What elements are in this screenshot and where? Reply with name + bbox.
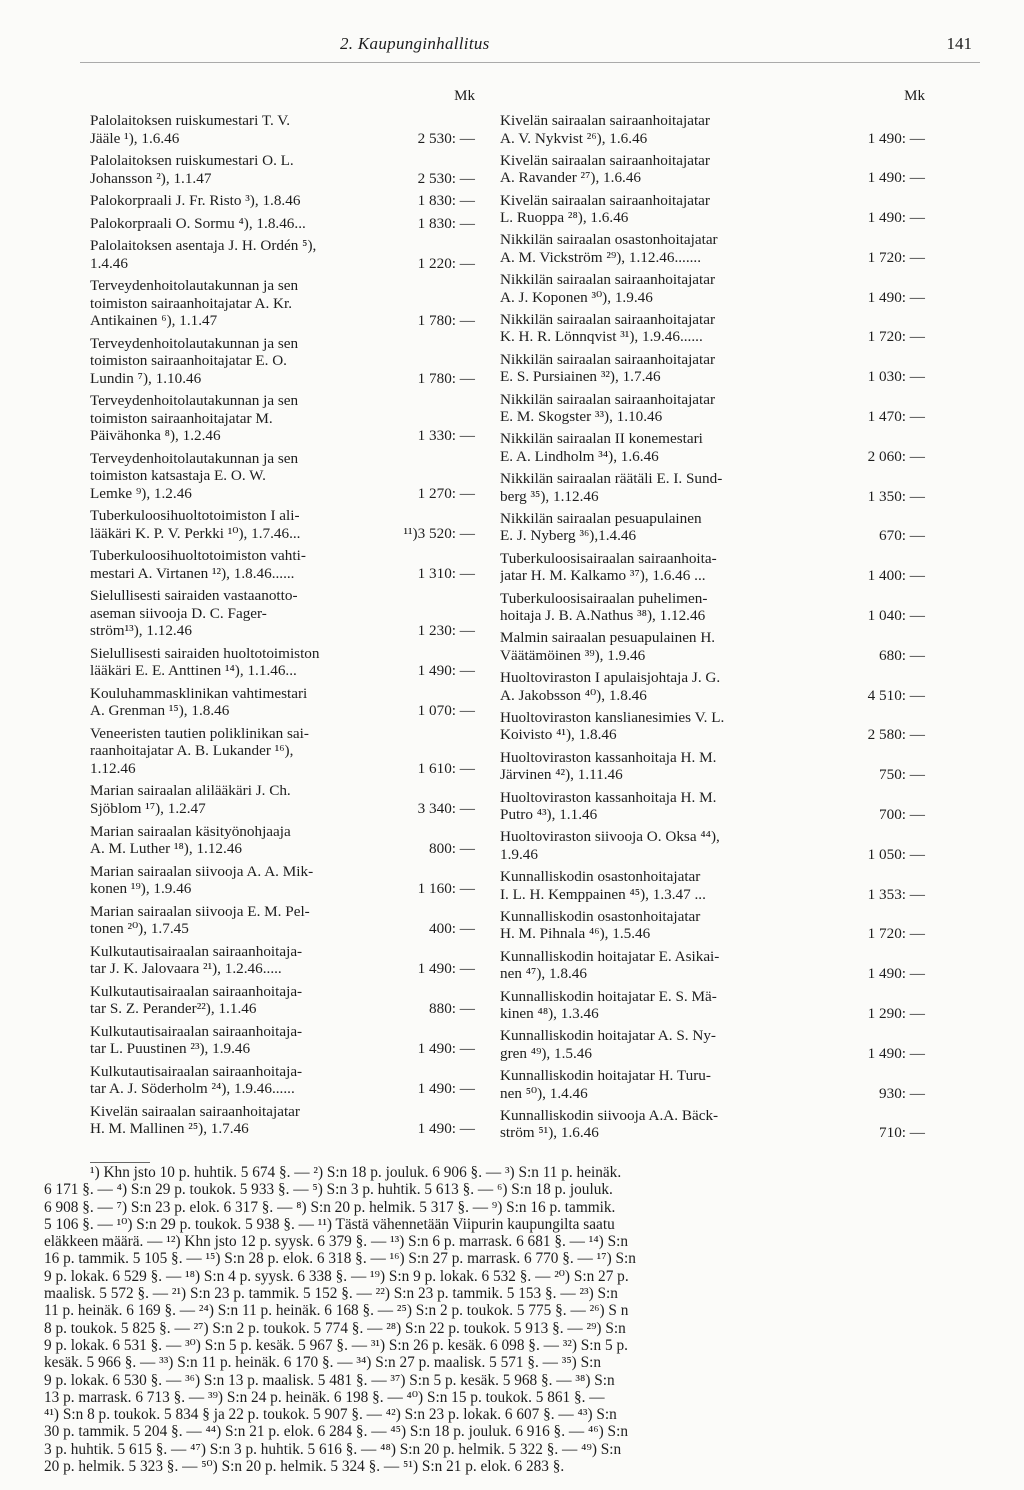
salary-entry <box>500 192 925 227</box>
entry-continuation-line: Järvinen ⁴²), 1.11.46 <box>500 766 623 784</box>
entry-continuation-line: 1.4.46 <box>90 254 128 272</box>
salary-entry <box>90 237 475 272</box>
salary-entry <box>500 948 925 983</box>
entry-amount: 700: — <box>879 806 925 824</box>
entry-continuation-line: jatar H. M. Kalkamo ³⁷), 1.6.46 ... <box>500 567 706 585</box>
footnotes <box>44 1164 916 1475</box>
salary-entry <box>90 450 475 503</box>
entry-amount: 1 330: — <box>417 427 475 445</box>
salary-entry <box>90 215 475 233</box>
entry-continuation-line: Sjöblom ¹⁷), 1.2.47 <box>90 799 206 817</box>
entry-title-line: Huoltoviraston kanslianesimies V. L. <box>500 708 725 726</box>
entry-continuation-line: Päivähonka ⁸), 1.2.46 <box>90 427 221 445</box>
entry-amount: 1 490: — <box>417 1120 475 1138</box>
entry-amount: 4 510: — <box>867 686 925 704</box>
salary-entry <box>500 629 925 664</box>
footnote-line: 9 p. lokak. 6 530 §. — ³⁶) S:n 13 p. maalisk. 5 481 §. — ³⁷) S:n 5 p. kesäk. 5 968 §. — ³⁸) S:n <box>44 1371 615 1389</box>
entry-continuation-line: L. Ruoppa ²⁸), 1.6.46 <box>500 209 629 227</box>
entry-amount: 1 490: — <box>417 960 475 978</box>
entry-title-line: Kivelän sairaalan sairaanhoitajatar <box>500 191 710 209</box>
entry-amount: 880: — <box>429 1000 475 1018</box>
entry-amount: 1 610: — <box>417 759 475 777</box>
entry-continuation-line: Antikainen ⁶), 1.1.47 <box>90 312 218 330</box>
entry-amount: 1 270: — <box>417 484 475 502</box>
header-rule <box>80 62 980 63</box>
salary-entry <box>90 1063 475 1098</box>
entry-title-line: Nikkilän sairaalan osastonhoitajatar <box>500 231 718 249</box>
salary-entry <box>500 351 925 386</box>
entry-continuation-line: I. L. H. Kemppainen ⁴⁵), 1.3.47 ... <box>500 885 706 903</box>
footnote-line: 3 p. huhtik. 5 615 §. — ⁴⁷) S:n 3 p. huhtik. 5 616 §. — ⁴⁸) S:n 20 p. helmik. 5 322 §. — ⁴⁹) S:n <box>44 1440 622 1458</box>
entry-continuation-line: toimiston katsastaja E. O. W. <box>90 467 266 485</box>
entry-continuation-line: Johansson ²), 1.1.47 <box>90 169 212 187</box>
entry-continuation-line: Lundin ⁷), 1.10.46 <box>90 369 202 387</box>
entry-amount: 1 353: — <box>867 885 925 903</box>
entry-continuation-line: mestari A. Virtanen ¹²), 1.8.46...... <box>90 564 295 582</box>
entry-amount: 670: — <box>879 527 925 545</box>
entry-amount: 1 050: — <box>867 845 925 863</box>
entry-title-line: Kunnalliskodin hoitajatar E. Asikai- <box>500 947 720 965</box>
salary-entry <box>90 823 475 858</box>
entry-amount: 2 530: — <box>417 129 475 147</box>
entry-amount: 1 230: — <box>417 622 475 640</box>
salary-entry <box>90 1023 475 1058</box>
entry-continuation-line: A. Jakobsson ⁴⁰), 1.8.46 <box>500 686 647 704</box>
entry-continuation-line: A. M. Luther ¹⁸), 1.12.46 <box>90 840 243 857</box>
footnote-line: 9 p. lokak. 6 529 §. — ¹⁸) S:n 4 p. syysk. 6 338 §. — ¹⁹) S:n 9 p. lokak. 6 532 §. — ²⁰) S:n 27 p. <box>44 1267 629 1285</box>
footnote-line: 30 p. tammik. 5 204 §. — ⁴⁴) S:n 21 p. elok. 6 284 §. — ⁴⁵) S:n 18 p. jouluk. 6 916 §. — ⁴⁶) S:n <box>44 1423 628 1441</box>
entry-continuation-line: A. J. Koponen ³⁰), 1.9.46 <box>500 288 653 306</box>
salary-entry <box>500 550 925 585</box>
entry-amount: 1 490: — <box>867 1044 925 1062</box>
entry-amount: 1 490: — <box>867 288 925 306</box>
salary-entry <box>500 828 925 863</box>
footnote-line: 6 908 §. — ⁷) S:n 23 p. elok. 6 317 §. — ⁸) S:n 20 p. helmik. 5 317 §. — ⁹) S:n 16 p. tammik. <box>44 1198 616 1216</box>
salary-entry <box>500 1107 925 1142</box>
salary-entry <box>500 1067 925 1102</box>
entry-amount: 1 040: — <box>867 607 925 625</box>
entry-continuation-line: E. M. Skogster ³³), 1.10.46 <box>500 408 663 426</box>
footnote-rule <box>90 1162 150 1163</box>
footnote-line: 20 p. helmik. 5 323 §. — ⁵⁰) S:n 20 p. helmik. 5 324 §. — ⁵¹) S:n 21 p. elok. 6 283 §. <box>44 1458 565 1476</box>
entry-title-line: Huoltoviraston kassanhoitaja H. M. <box>500 788 717 806</box>
entry-continuation-line: tonen ²⁰), 1.7.45 <box>90 920 189 938</box>
entry-continuation-line: konen ¹⁹), 1.9.46 <box>90 880 192 898</box>
salary-entry <box>90 943 475 978</box>
entry-continuation-line: K. H. R. Lönnqvist ³¹), 1.9.46...... <box>500 328 703 346</box>
salary-entry <box>500 470 925 505</box>
entry-title-line: Sielullisesti sairaiden vastaanotto- <box>90 587 298 605</box>
entry-amount: 1 160: — <box>417 880 475 898</box>
entry-amount: 400: — <box>429 920 475 938</box>
entry-title-line: Nikkilän sairaalan sairaanhoitajatar <box>500 310 716 328</box>
entry-continuation-line: tar A. J. Söderholm ²⁴), 1.9.46...... <box>90 1080 295 1098</box>
entry-continuation-line: toimiston sairaanhoitajatar A. Kr. <box>90 294 293 312</box>
salary-entry <box>500 311 925 346</box>
entry-title-line: Nikkilän sairaalan pesuapulainen <box>500 509 702 527</box>
entry-title-line: Marian sairaalan alilääkäri J. Ch. <box>90 782 291 800</box>
entry-title-line: Tuberkuloosihuoltotoimiston vahti- <box>90 547 306 565</box>
entry-amount: 750: — <box>879 766 925 784</box>
salary-entry <box>500 590 925 625</box>
entry-title-line: Huoltoviraston kassanhoitaja H. M. <box>500 748 717 766</box>
entry-title-line: Kunnalliskodin osastonhoitajatar <box>500 868 701 886</box>
entry-amount: 1 220: — <box>417 254 475 272</box>
salary-entry <box>90 547 475 582</box>
entry-amount: 2 530: — <box>417 169 475 187</box>
entry-title-line: Sielullisesti sairaiden huoltotoimiston <box>90 644 320 662</box>
entry-amount: 1 780: — <box>417 312 475 330</box>
entry-continuation-line: ström¹³), 1.12.46 <box>90 622 192 640</box>
salary-entry <box>90 903 475 938</box>
right-entries <box>500 112 925 1142</box>
entry-amount: 1 030: — <box>867 368 925 386</box>
entry-title-line: Terveydenhoitolautakunnan ja sen <box>90 334 299 352</box>
entry-amount: 1 070: — <box>417 702 475 720</box>
entry-amount: 1 830: — <box>417 192 475 210</box>
entry-title-line: Kunnalliskodin osastonhoitajatar <box>500 907 701 925</box>
entry-title-line: Kulkutautisairaalan sairaanhoitaja- <box>90 982 303 1000</box>
entry-title-line: Malmin sairaalan pesuapulainen H. <box>500 629 716 647</box>
entry-amount: 1 490: — <box>867 965 925 983</box>
salary-entry <box>500 988 925 1023</box>
salary-entry <box>500 430 925 465</box>
entry-amount: 1 720: — <box>867 328 925 346</box>
entry-title-line: Terveydenhoitolautakunnan ja sen <box>90 277 299 295</box>
entry-continuation-line: lääkäri K. P. V. Perkki ¹⁰), 1.7.46... <box>90 524 301 542</box>
footnote-line: maalisk. 5 572 §. — ²¹) S:n 23 p. tammik. 5 152 §. — ²²) S:n 23 p. tammik. 5 153 §. — ²³) S:n <box>44 1285 618 1303</box>
entry-amount: 710: — <box>879 1124 925 1142</box>
salary-entry <box>90 782 475 817</box>
entry-title-line: Terveydenhoitolautakunnan ja sen <box>90 392 299 410</box>
footnote-line: 9 p. lokak. 6 531 §. — ³⁰) S:n 5 p. kesäk. 5 967 §. — ³¹) S:n 26 p. kesäk. 6 098 §. — ³²) S:n 5 p. <box>44 1336 628 1354</box>
footnote-line: 5 106 §. — ¹⁰) S:n 29 p. toukok. 5 938 §. — ¹¹) Tästä vähennetään Viipurin kaupungilta saatu <box>44 1215 615 1233</box>
entry-continuation-line: nen ⁵⁰), 1.4.46 <box>500 1084 588 1102</box>
entry-amount: 1 490: — <box>867 129 925 147</box>
entry-continuation-line: Jääle ¹), 1.6.46 <box>90 129 180 147</box>
footnote-line: 16 p. tammik. 5 105 §. — ¹⁵) S:n 28 p. elok. 6 318 §. — ¹⁶) S:n 27 p. marrask. 6 770 §. — ¹⁷) S:n <box>44 1250 636 1268</box>
left-entries <box>90 112 475 1138</box>
entry-amount: 930: — <box>879 1084 925 1102</box>
entry-title-line: Marian sairaalan siivooja A. A. Mik- <box>90 862 314 880</box>
entry-continuation-line: nen ⁴⁷), 1.8.46 <box>500 965 587 983</box>
entry-continuation-line: aseman siivooja D. C. Fager- <box>90 604 267 622</box>
salary-entry <box>500 231 925 266</box>
entry-continuation-line: H. M. Mallinen ²⁵), 1.7.46 <box>90 1120 249 1138</box>
salary-entry <box>90 1103 475 1138</box>
entry-continuation-line: Koivisto ⁴¹), 1.8.46 <box>500 726 617 744</box>
entry-title-line: Veneeristen tautien poliklinikan sai- <box>90 724 309 742</box>
entry-amount: 2 060: — <box>867 447 925 465</box>
entry-amount: 1 720: — <box>867 925 925 943</box>
entry-continuation-line: ström ⁵¹), 1.6.46 <box>500 1124 599 1142</box>
salary-entry <box>500 1027 925 1062</box>
entry-title-line: Nikkilän sairaalan II konemestari <box>500 430 703 448</box>
entry-continuation-line: E. S. Pursiainen ³²), 1.7.46 <box>500 368 661 386</box>
salary-entry <box>500 749 925 784</box>
entry-amount: 1 350: — <box>867 487 925 505</box>
entry-amount: 1 490: — <box>867 169 925 187</box>
salary-entry <box>90 277 475 330</box>
entry-title-line: Huoltoviraston I apulaisjohtaja J. G. <box>500 669 721 687</box>
footnote-line: kesäk. 5 966 §. — ³³) S:n 11 p. heinäk. 6 170 §. — ³⁴) S:n 27 p. maalisk. 5 571 §. — ³⁵) S:n <box>44 1354 602 1372</box>
entry-amount: 1 780: — <box>417 369 475 387</box>
entry-continuation-line: H. M. Pihnala ⁴⁶), 1.5.46 <box>500 925 651 943</box>
entry-title-line: Palolaitoksen asentaja J. H. Ordén ⁵), <box>90 237 317 255</box>
footnote-line: ¹) Khn jsto 10 p. huhtik. 5 674 §. — ²) S:n 18 p. jouluk. 6 906 §. — ³) S:n 11 p. heinäk. <box>90 1164 622 1181</box>
entry-continuation-line: A. Ravander ²⁷), 1.6.46 <box>500 169 642 187</box>
entry-amount: 2 580: — <box>867 726 925 744</box>
entry-continuation-line: tar J. K. Jalovaara ²¹), 1.2.46..... <box>90 960 282 978</box>
entry-title-line: Nikkilän sairaalan sairaanhoitajatar <box>500 350 716 368</box>
entry-amount: 1 490: — <box>867 209 925 227</box>
salary-entry <box>90 192 475 210</box>
entry-title-line: Kulkutautisairaalan sairaanhoitaja- <box>90 1062 303 1080</box>
entry-continuation-line: tar L. Puustinen ²³), 1.9.46 <box>90 1040 251 1058</box>
salary-entry <box>500 789 925 824</box>
currency-label-left: Mk <box>454 88 475 104</box>
entry-continuation-line: Väätämöinen ³⁹), 1.9.46 <box>500 646 646 664</box>
salary-entry <box>500 868 925 903</box>
entry-continuation-line: toimiston sairaanhoitajatar E. O. <box>90 352 287 370</box>
entry-title-line: Kulkutautisairaalan sairaanhoitaja- <box>90 942 303 960</box>
entry-amount: 1 290: — <box>867 1005 925 1023</box>
entry-title-line: Marian sairaalan siivooja E. M. Pel- <box>90 902 310 920</box>
entry-continuation-line: 1.9.46 <box>500 845 538 863</box>
salary-entry <box>500 112 925 147</box>
entry-continuation-line: berg ³⁵), 1.12.46 <box>500 487 599 505</box>
entry-amount: 3 340: — <box>417 799 475 817</box>
entry-continuation-line: 1.12.46 <box>90 759 136 777</box>
entry-title-line: Kunnalliskodin hoitajatar H. Turu- <box>500 1067 711 1085</box>
entry-continuation-line: tar S. Z. Perander²²), 1.1.46 <box>90 1000 257 1018</box>
entry-continuation-line: E. J. Nyberg ³⁶),1.4.46 <box>500 527 637 545</box>
salary-entry <box>90 863 475 898</box>
entry-title-line: Tuberkuloosisairaalan sairaanhoita- <box>500 549 717 567</box>
entry-continuation-line: gren ⁴⁹), 1.5.46 <box>500 1044 592 1062</box>
entry-amount: 1 720: — <box>867 248 925 266</box>
entry-amount: 1 490: — <box>417 1040 475 1058</box>
entry-title-line: Kunnalliskodin siivooja A.A. Bäck- <box>500 1106 719 1124</box>
entry-continuation-line: Lemke ⁹), 1.2.46 <box>90 484 192 502</box>
entry-amount: 1 490: — <box>417 662 475 680</box>
entry-title-line: Huoltoviraston siivooja O. Oksa ⁴⁴), <box>500 828 720 846</box>
salary-entry <box>500 510 925 545</box>
entry-title-line: Nikkilän sairaalan räätäli E. I. Sund- <box>500 470 723 488</box>
entry-continuation-line: hoitaja J. B. A.Nathus ³⁸), 1.12.46 <box>500 607 706 625</box>
salary-entry <box>90 335 475 388</box>
salary-entry <box>90 507 475 542</box>
page-number: 141 <box>946 34 972 53</box>
footnote-line: 6 171 §. — ⁴) S:n 29 p. toukok. 5 933 §. — ⁵) S:n 3 p. huhtik. 5 613 §. — ⁶) S:n 18 p. jouluk. <box>44 1181 613 1199</box>
salary-entry <box>500 152 925 187</box>
entry-title-line: Kulkutautisairaalan sairaanhoitaja- <box>90 1022 303 1040</box>
entry-amount: 1 490: — <box>417 1080 475 1098</box>
entry-title-line: Kunnalliskodin hoitajatar A. S. Ny- <box>500 1027 716 1045</box>
salary-entry <box>500 391 925 426</box>
entry-continuation-line: kinen ⁴⁸), 1.3.46 <box>500 1005 599 1023</box>
salary-entry <box>500 271 925 306</box>
entry-amount: 1 400: — <box>867 567 925 585</box>
entry-amount: 1 830: — <box>417 214 475 232</box>
salary-entry <box>500 669 925 704</box>
entry-amount: 1 310: — <box>417 564 475 582</box>
footnote-line: 13 p. marrask. 6 713 §. — ³⁹) S:n 24 p. heinäk. 6 198 §. — ⁴⁰) S:n 15 p. toukok. 5 861 §. — <box>44 1388 605 1406</box>
entry-continuation-line: Putro ⁴³), 1.1.46 <box>500 806 598 824</box>
footnote-line: 11 p. heinäk. 6 169 §. — ²⁴) S:n 11 p. heinäk. 6 168 §. — ²⁵) S:n 2 p. toukok. 5 775 §. — ²⁶) S n <box>44 1302 629 1320</box>
salary-entry <box>90 685 475 720</box>
entry-title-line: Palolaitoksen ruiskumestari T. V. <box>90 112 291 129</box>
entry-amount: 680: — <box>879 646 925 664</box>
entry-title-line: Marian sairaalan käsityönohjaaja <box>90 822 291 840</box>
entry-continuation-line: toimiston sairaanhoitajatar M. <box>90 409 273 427</box>
entry-continuation-line: A. V. Nykvist ²⁶), 1.6.46 <box>500 129 648 147</box>
footnote-line: ⁴¹) S:n 8 p. toukok. 5 834 § ja 22 p. toukok. 5 907 §. — ⁴²) S:n 23 p. lokak. 6 607 §. — ⁴³) S:n <box>44 1406 617 1424</box>
currency-label-right: Mk <box>904 88 925 104</box>
entry-title-line: Tuberkuloosihuoltotoimiston I ali- <box>90 507 300 525</box>
entry-title-line: Tuberkuloosisairaalan puhelimen- <box>500 589 708 607</box>
entry-amount: 800: — <box>429 840 475 857</box>
salary-entry <box>90 152 475 187</box>
entry-title-line: Kivelän sairaalan sairaanhoitajatar <box>500 151 710 169</box>
salary-entry <box>90 112 475 147</box>
entry-title-line: Kivelän sairaalan sairaanhoitajatar <box>500 112 710 129</box>
entry-title-line: Kouluhammasklinikan vahtimestari <box>90 684 308 702</box>
entry-title-line: Nikkilän sairaalan sairaanhoitajatar <box>500 390 716 408</box>
entry-title-line: Palokorpraali J. Fr. Risto ³), 1.8.46 <box>90 192 301 210</box>
footnote-line: eläkkeen määrä. — ¹²) Khn jsto 12 p. syysk. 6 379 §. — ¹³) S:n 6 p. marrask. 6 681 §. — ¹⁴) S:n <box>44 1233 628 1251</box>
salary-entry <box>500 908 925 943</box>
salary-entry <box>90 725 475 778</box>
entry-continuation-line: E. A. Lindholm ³⁴), 1.6.46 <box>500 447 659 465</box>
entry-continuation-line: A. M. Vickström ²⁹), 1.12.46....... <box>500 248 702 266</box>
entry-amount: ¹¹)3 520: — <box>403 524 475 542</box>
entry-amount: 1 470: — <box>867 408 925 426</box>
entry-title-line: Kunnalliskodin hoitajatar E. S. Mä- <box>500 987 717 1005</box>
running-title: 2. Kaupunginhallitus <box>340 34 490 53</box>
entry-continuation-line: raanhoitajatar A. B. Lukander ¹⁶), <box>90 742 294 760</box>
entry-title-line: Terveydenhoitolautakunnan ja sen <box>90 449 299 467</box>
entry-continuation-line: A. Grenman ¹⁵), 1.8.46 <box>90 702 230 720</box>
page-header <box>0 34 1024 64</box>
entry-title-line: Kivelän sairaalan sairaanhoitajatar <box>90 1102 300 1120</box>
salary-entry <box>90 983 475 1018</box>
entry-title-line: Palokorpraali O. Sormu ⁴), 1.8.46... <box>90 214 306 232</box>
entry-title-line: Nikkilän sairaalan sairaanhoitajatar <box>500 271 716 289</box>
salary-entry <box>90 645 475 680</box>
entry-continuation-line: lääkäri E. E. Anttinen ¹⁴), 1.1.46... <box>90 662 297 680</box>
salary-entry <box>90 587 475 640</box>
salary-entry <box>90 392 475 445</box>
entry-title-line: Palolaitoksen ruiskumestari O. L. <box>90 152 294 170</box>
footnote-line: 8 p. toukok. 5 825 §. — ²⁷) S:n 2 p. toukok. 5 774 §. — ²⁸) S:n 22 p. toukok. 5 913 §. — ²⁹) S:n <box>44 1319 626 1337</box>
salary-entry <box>500 709 925 744</box>
